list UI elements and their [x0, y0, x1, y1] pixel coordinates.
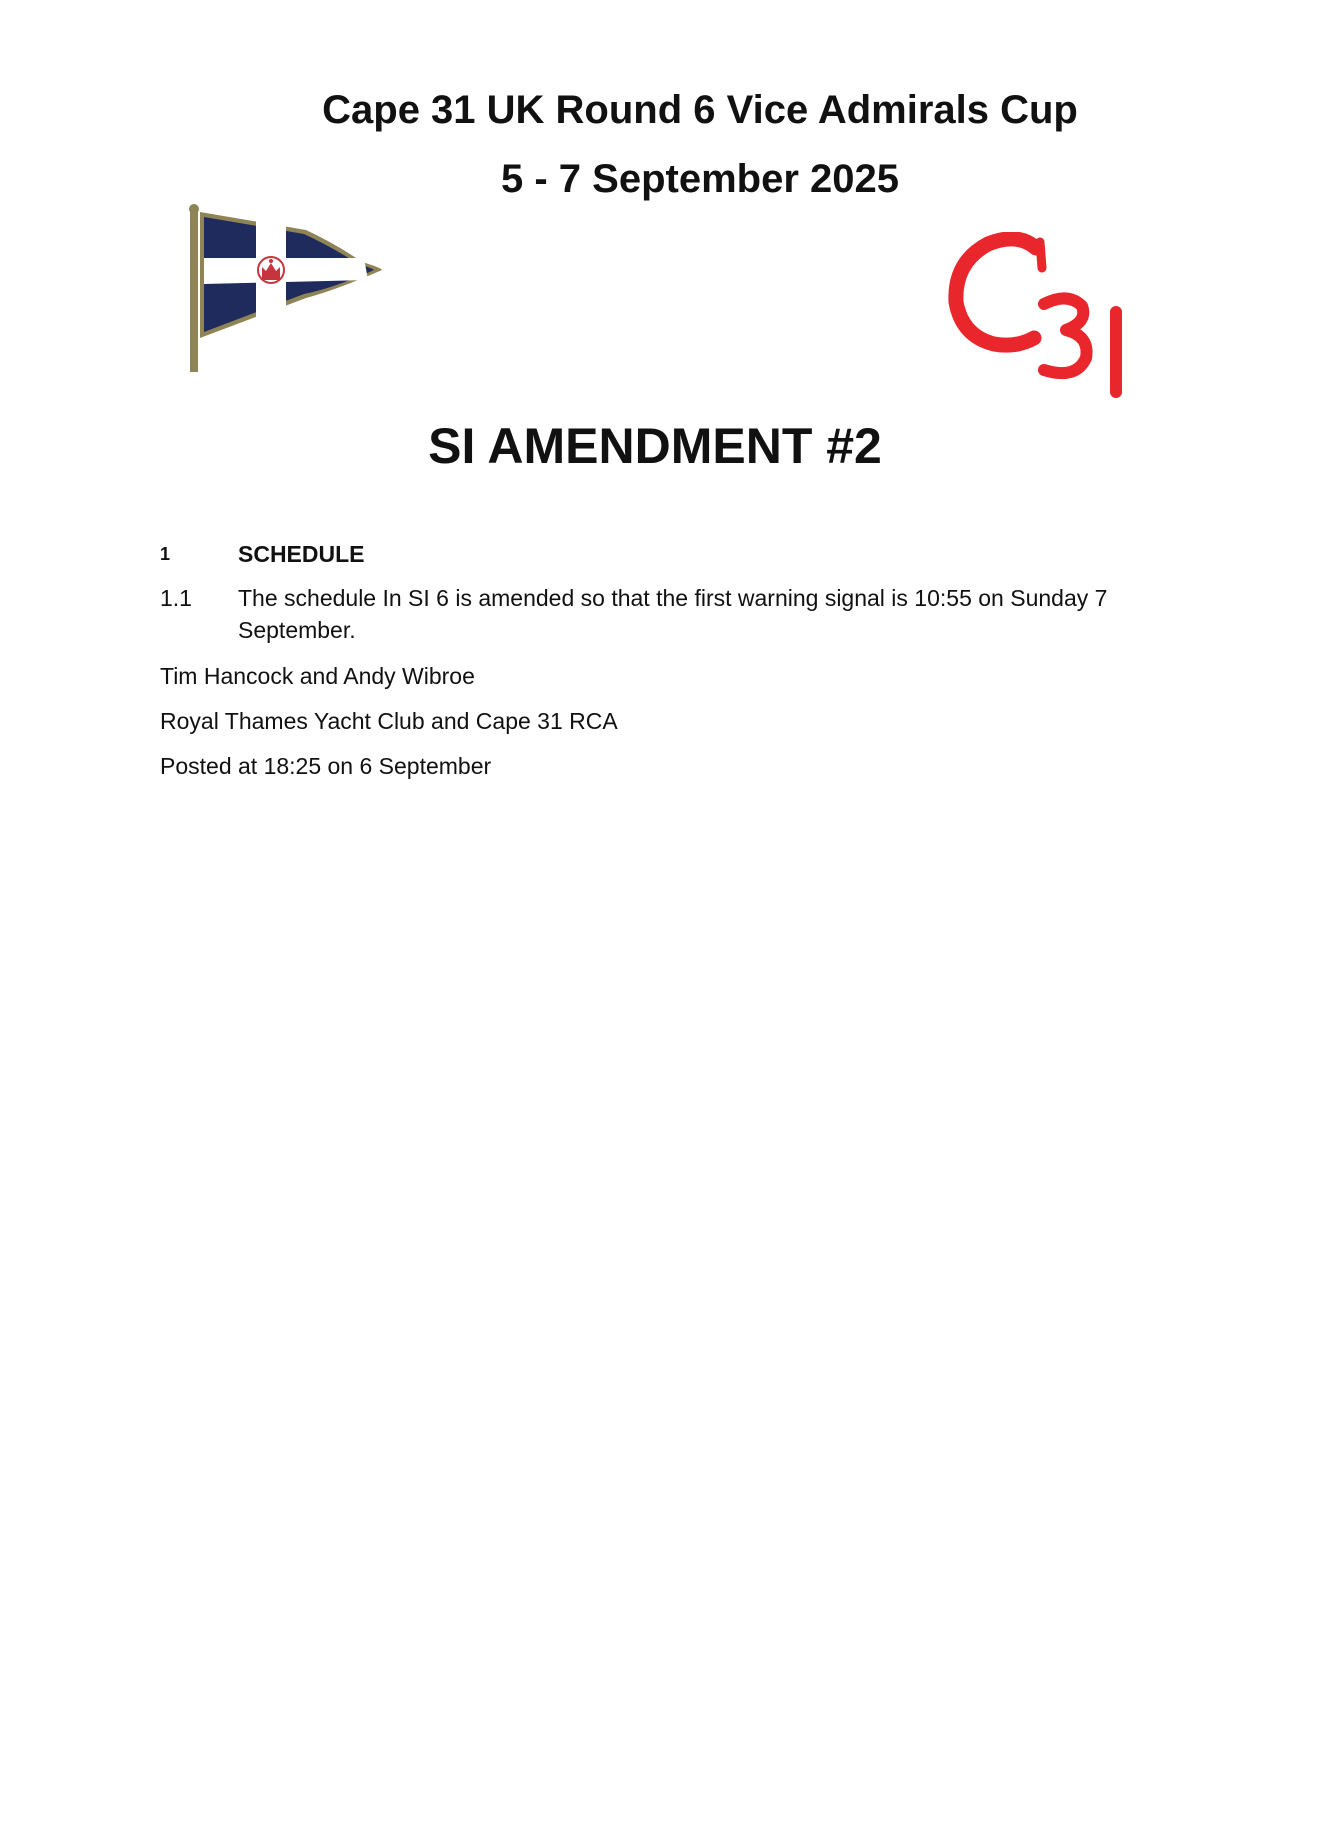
posted-time: Posted at 18:25 on 6 September — [160, 753, 492, 779]
digit-three — [1044, 298, 1087, 373]
c-letter — [956, 239, 1036, 345]
c31-logo-icon — [948, 232, 1138, 398]
amendment-heading: SI AMENDMENT #2 — [428, 418, 882, 474]
organisers: Royal Thames Yacht Club and Cape 31 RCA — [160, 708, 618, 734]
signatories: Tim Hancock and Andy Wibroe — [160, 663, 475, 689]
event-dates: 5 - 7 September 2025 — [501, 157, 899, 201]
event-title: Cape 31 UK Round 6 Vice Admirals Cup — [322, 88, 1078, 132]
burgee-cross-horizontal — [204, 258, 368, 284]
clause-text: The schedule In SI 6 is amended so that the first warning signal is 10:55 on Sunday 7 September. — [238, 585, 1108, 643]
clause-number: 1.1 — [160, 585, 192, 611]
section-number: 1 — [160, 544, 171, 564]
flag-pole-finial — [189, 204, 199, 214]
crown-icon — [258, 257, 284, 283]
club-burgee-icon — [186, 204, 392, 374]
flag-pole — [190, 208, 198, 372]
section-title: SCHEDULE — [238, 541, 365, 567]
